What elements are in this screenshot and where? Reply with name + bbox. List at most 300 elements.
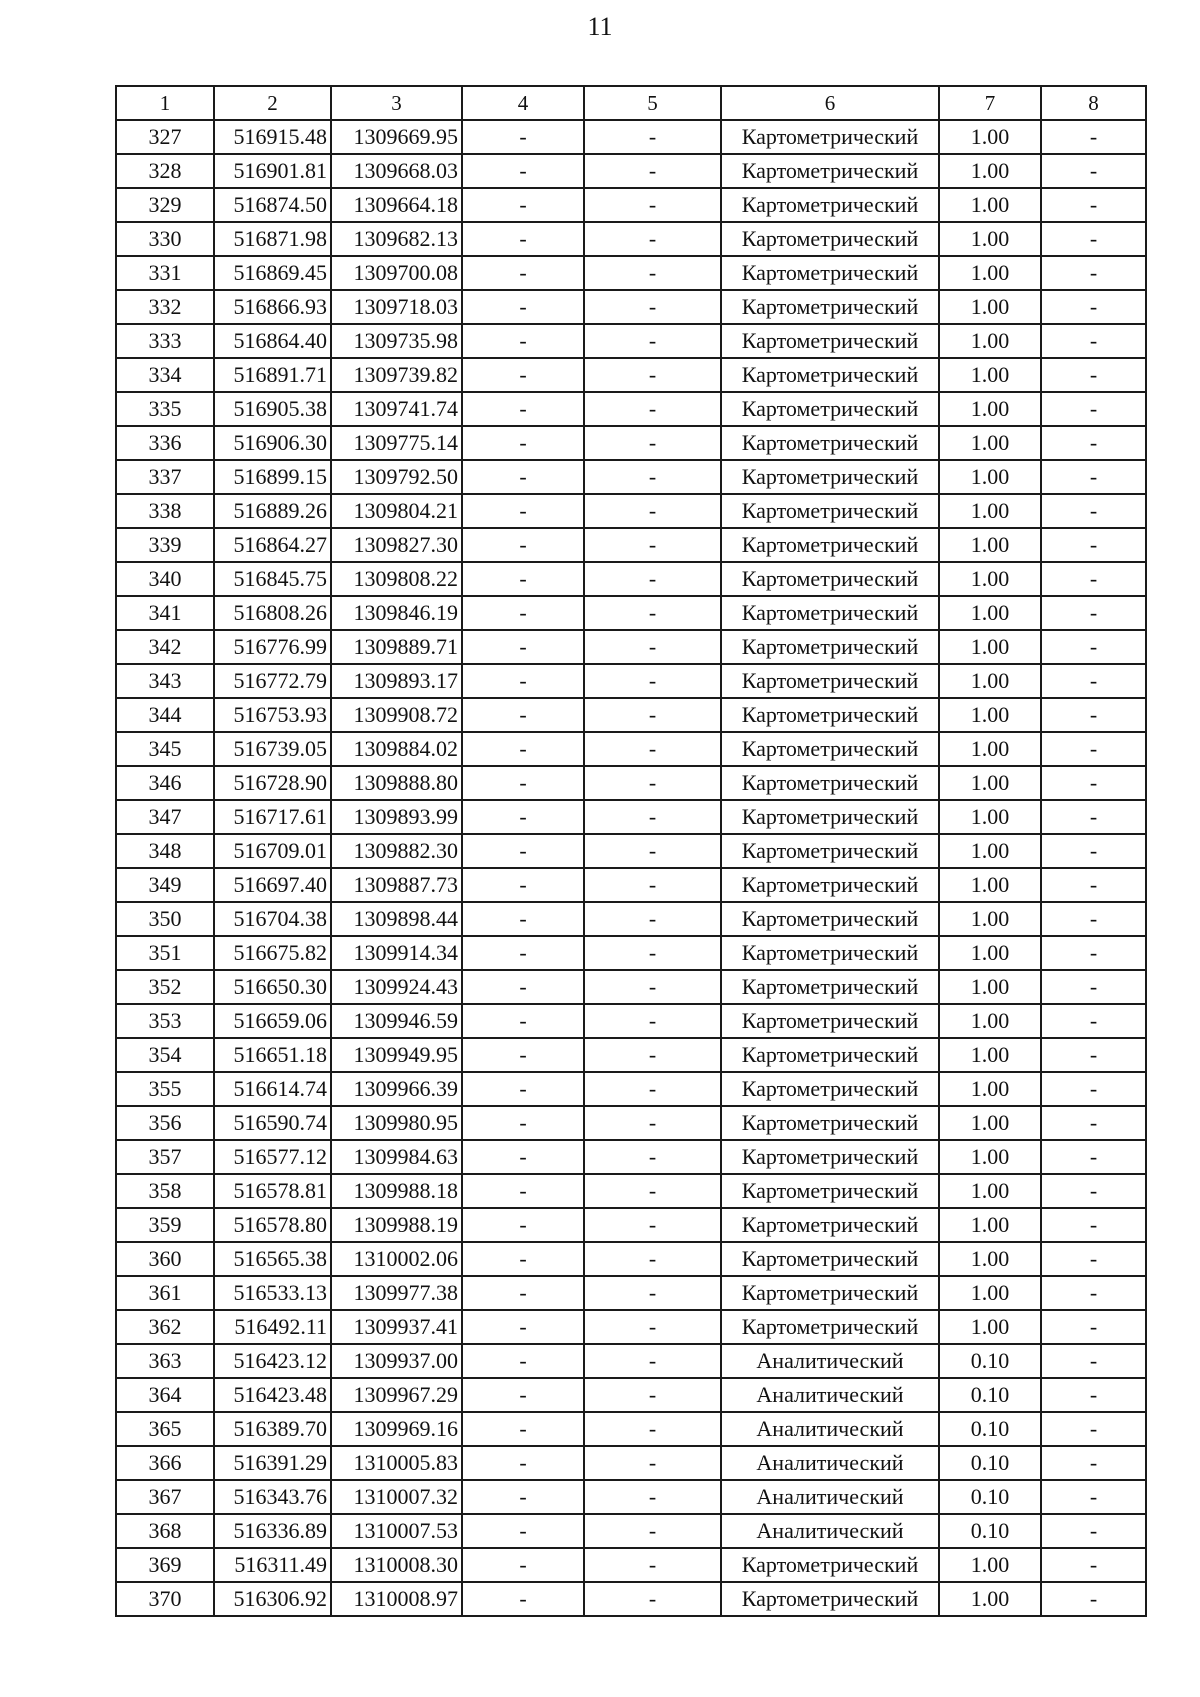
cell-accuracy: 1.00 xyxy=(939,936,1041,970)
cell-col-8: - xyxy=(1041,698,1146,732)
cell-method: Картометрический xyxy=(721,1174,939,1208)
cell-col-8: - xyxy=(1041,936,1146,970)
cell-accuracy: 1.00 xyxy=(939,120,1041,154)
cell-y-coordinate: 1309668.03 xyxy=(331,154,462,188)
column-header-8: 8 xyxy=(1041,86,1146,120)
cell-accuracy: 0.10 xyxy=(939,1446,1041,1480)
cell-point-number: 347 xyxy=(116,800,214,834)
cell-point-number: 369 xyxy=(116,1548,214,1582)
cell-col-8: - xyxy=(1041,460,1146,494)
cell-accuracy: 1.00 xyxy=(939,1106,1041,1140)
cell-x-coordinate: 516306.92 xyxy=(214,1582,331,1616)
cell-x-coordinate: 516565.38 xyxy=(214,1242,331,1276)
table-row xyxy=(116,188,1146,222)
cell-col-5: - xyxy=(584,1412,721,1446)
cell-x-coordinate: 516343.76 xyxy=(214,1480,331,1514)
cell-x-coordinate: 516753.93 xyxy=(214,698,331,732)
cell-y-coordinate: 1309937.00 xyxy=(331,1344,462,1378)
cell-x-coordinate: 516697.40 xyxy=(214,868,331,902)
cell-method: Картометрический xyxy=(721,494,939,528)
cell-y-coordinate: 1310008.30 xyxy=(331,1548,462,1582)
cell-point-number: 331 xyxy=(116,256,214,290)
cell-x-coordinate: 516492.11 xyxy=(214,1310,331,1344)
cell-y-coordinate: 1309908.72 xyxy=(331,698,462,732)
cell-col-5: - xyxy=(584,562,721,596)
cell-col-4: - xyxy=(462,256,584,290)
cell-col-5: - xyxy=(584,358,721,392)
cell-col-4: - xyxy=(462,528,584,562)
table-row xyxy=(116,494,1146,528)
cell-col-5: - xyxy=(584,1378,721,1412)
cell-y-coordinate: 1309924.43 xyxy=(331,970,462,1004)
cell-method: Картометрический xyxy=(721,936,939,970)
cell-y-coordinate: 1309846.19 xyxy=(331,596,462,630)
cell-col-8: - xyxy=(1041,120,1146,154)
cell-col-8: - xyxy=(1041,290,1146,324)
cell-point-number: 366 xyxy=(116,1446,214,1480)
cell-col-8: - xyxy=(1041,426,1146,460)
cell-col-4: - xyxy=(462,1446,584,1480)
cell-x-coordinate: 516901.81 xyxy=(214,154,331,188)
cell-point-number: 345 xyxy=(116,732,214,766)
cell-x-coordinate: 516906.30 xyxy=(214,426,331,460)
cell-col-4: - xyxy=(462,1514,584,1548)
cell-accuracy: 1.00 xyxy=(939,732,1041,766)
cell-point-number: 355 xyxy=(116,1072,214,1106)
cell-accuracy: 1.00 xyxy=(939,290,1041,324)
table-row xyxy=(116,290,1146,324)
cell-y-coordinate: 1309898.44 xyxy=(331,902,462,936)
table-header-row xyxy=(116,86,1146,120)
cell-col-5: - xyxy=(584,1276,721,1310)
cell-accuracy: 1.00 xyxy=(939,528,1041,562)
cell-y-coordinate: 1309969.16 xyxy=(331,1412,462,1446)
cell-x-coordinate: 516675.82 xyxy=(214,936,331,970)
cell-x-coordinate: 516776.99 xyxy=(214,630,331,664)
cell-col-5: - xyxy=(584,392,721,426)
cell-col-8: - xyxy=(1041,222,1146,256)
cell-x-coordinate: 516533.13 xyxy=(214,1276,331,1310)
table-row xyxy=(116,256,1146,290)
cell-col-4: - xyxy=(462,1174,584,1208)
cell-y-coordinate: 1309937.41 xyxy=(331,1310,462,1344)
cell-col-5: - xyxy=(584,664,721,698)
cell-point-number: 346 xyxy=(116,766,214,800)
cell-y-coordinate: 1309827.30 xyxy=(331,528,462,562)
cell-col-4: - xyxy=(462,902,584,936)
cell-col-4: - xyxy=(462,1412,584,1446)
cell-method: Картометрический xyxy=(721,460,939,494)
cell-point-number: 365 xyxy=(116,1412,214,1446)
page-number: 11 xyxy=(587,12,613,41)
table-row xyxy=(116,1310,1146,1344)
table-row xyxy=(116,358,1146,392)
cell-col-5: - xyxy=(584,1446,721,1480)
cell-accuracy: 1.00 xyxy=(939,1140,1041,1174)
cell-point-number: 327 xyxy=(116,120,214,154)
column-header-4: 4 xyxy=(462,86,584,120)
table-row xyxy=(116,1378,1146,1412)
cell-col-5: - xyxy=(584,766,721,800)
cell-point-number: 339 xyxy=(116,528,214,562)
cell-col-8: - xyxy=(1041,494,1146,528)
cell-accuracy: 1.00 xyxy=(939,1038,1041,1072)
cell-col-5: - xyxy=(584,1242,721,1276)
cell-point-number: 368 xyxy=(116,1514,214,1548)
cell-accuracy: 1.00 xyxy=(939,154,1041,188)
cell-col-8: - xyxy=(1041,1446,1146,1480)
cell-col-4: - xyxy=(462,154,584,188)
cell-col-5: - xyxy=(584,800,721,834)
cell-col-8: - xyxy=(1041,970,1146,1004)
cell-method: Аналитический xyxy=(721,1480,939,1514)
cell-col-4: - xyxy=(462,460,584,494)
cell-y-coordinate: 1310007.32 xyxy=(331,1480,462,1514)
cell-x-coordinate: 516578.81 xyxy=(214,1174,331,1208)
cell-x-coordinate: 516391.29 xyxy=(214,1446,331,1480)
cell-y-coordinate: 1309967.29 xyxy=(331,1378,462,1412)
cell-col-8: - xyxy=(1041,1242,1146,1276)
cell-y-coordinate: 1309946.59 xyxy=(331,1004,462,1038)
cell-x-coordinate: 516423.12 xyxy=(214,1344,331,1378)
cell-x-coordinate: 516659.06 xyxy=(214,1004,331,1038)
table-row xyxy=(116,1208,1146,1242)
cell-method: Аналитический xyxy=(721,1344,939,1378)
cell-col-8: - xyxy=(1041,324,1146,358)
cell-y-coordinate: 1309718.03 xyxy=(331,290,462,324)
cell-x-coordinate: 516717.61 xyxy=(214,800,331,834)
cell-method: Картометрический xyxy=(721,392,939,426)
cell-method: Картометрический xyxy=(721,290,939,324)
cell-y-coordinate: 1310008.97 xyxy=(331,1582,462,1616)
table-row xyxy=(116,562,1146,596)
table-row xyxy=(116,1582,1146,1616)
cell-x-coordinate: 516845.75 xyxy=(214,562,331,596)
cell-method: Картометрический xyxy=(721,902,939,936)
cell-point-number: 329 xyxy=(116,188,214,222)
cell-col-8: - xyxy=(1041,1548,1146,1582)
cell-col-8: - xyxy=(1041,154,1146,188)
cell-accuracy: 0.10 xyxy=(939,1412,1041,1446)
cell-col-5: - xyxy=(584,732,721,766)
cell-col-4: - xyxy=(462,222,584,256)
cell-col-4: - xyxy=(462,1208,584,1242)
cell-col-4: - xyxy=(462,120,584,154)
coordinates-table xyxy=(115,85,1147,1617)
column-header-6: 6 xyxy=(721,86,939,120)
cell-col-5: - xyxy=(584,1480,721,1514)
table-row xyxy=(116,120,1146,154)
cell-accuracy: 1.00 xyxy=(939,562,1041,596)
cell-col-4: - xyxy=(462,1276,584,1310)
cell-col-8: - xyxy=(1041,1140,1146,1174)
cell-col-5: - xyxy=(584,1106,721,1140)
table-row xyxy=(116,1344,1146,1378)
cell-method: Картометрический xyxy=(721,1004,939,1038)
cell-col-5: - xyxy=(584,1582,721,1616)
table-row xyxy=(116,630,1146,664)
cell-point-number: 350 xyxy=(116,902,214,936)
cell-col-4: - xyxy=(462,1072,584,1106)
cell-accuracy: 1.00 xyxy=(939,460,1041,494)
cell-y-coordinate: 1309741.74 xyxy=(331,392,462,426)
cell-col-8: - xyxy=(1041,868,1146,902)
cell-accuracy: 1.00 xyxy=(939,392,1041,426)
table-row xyxy=(116,222,1146,256)
cell-col-5: - xyxy=(584,494,721,528)
cell-col-5: - xyxy=(584,290,721,324)
cell-y-coordinate: 1309682.13 xyxy=(331,222,462,256)
cell-point-number: 348 xyxy=(116,834,214,868)
table-row xyxy=(116,1446,1146,1480)
cell-method: Картометрический xyxy=(721,324,939,358)
cell-point-number: 337 xyxy=(116,460,214,494)
cell-col-4: - xyxy=(462,426,584,460)
cell-y-coordinate: 1309884.02 xyxy=(331,732,462,766)
cell-method: Картометрический xyxy=(721,154,939,188)
cell-col-4: - xyxy=(462,732,584,766)
cell-col-4: - xyxy=(462,324,584,358)
cell-col-8: - xyxy=(1041,392,1146,426)
column-header-7: 7 xyxy=(939,86,1041,120)
cell-point-number: 336 xyxy=(116,426,214,460)
table-row xyxy=(116,1174,1146,1208)
cell-method: Картометрический xyxy=(721,1582,939,1616)
cell-accuracy: 0.10 xyxy=(939,1378,1041,1412)
table-row xyxy=(116,324,1146,358)
cell-point-number: 328 xyxy=(116,154,214,188)
cell-col-8: - xyxy=(1041,1378,1146,1412)
table-row xyxy=(116,1242,1146,1276)
cell-accuracy: 1.00 xyxy=(939,358,1041,392)
cell-method: Картометрический xyxy=(721,766,939,800)
cell-col-4: - xyxy=(462,494,584,528)
cell-point-number: 343 xyxy=(116,664,214,698)
cell-y-coordinate: 1310007.53 xyxy=(331,1514,462,1548)
cell-col-4: - xyxy=(462,834,584,868)
cell-col-5: - xyxy=(584,1208,721,1242)
cell-point-number: 360 xyxy=(116,1242,214,1276)
cell-method: Картометрический xyxy=(721,698,939,732)
cell-col-8: - xyxy=(1041,188,1146,222)
cell-point-number: 332 xyxy=(116,290,214,324)
cell-col-8: - xyxy=(1041,1174,1146,1208)
cell-point-number: 357 xyxy=(116,1140,214,1174)
cell-x-coordinate: 516905.38 xyxy=(214,392,331,426)
cell-y-coordinate: 1309888.80 xyxy=(331,766,462,800)
cell-col-4: - xyxy=(462,188,584,222)
cell-x-coordinate: 516889.26 xyxy=(214,494,331,528)
cell-col-5: - xyxy=(584,1344,721,1378)
cell-method: Картометрический xyxy=(721,1106,939,1140)
table-row xyxy=(116,868,1146,902)
cell-point-number: 342 xyxy=(116,630,214,664)
cell-point-number: 353 xyxy=(116,1004,214,1038)
cell-method: Картометрический xyxy=(721,1276,939,1310)
cell-col-4: - xyxy=(462,766,584,800)
cell-col-8: - xyxy=(1041,358,1146,392)
cell-method: Картометрический xyxy=(721,358,939,392)
cell-col-5: - xyxy=(584,1140,721,1174)
cell-accuracy: 1.00 xyxy=(939,1276,1041,1310)
cell-x-coordinate: 516869.45 xyxy=(214,256,331,290)
cell-x-coordinate: 516871.98 xyxy=(214,222,331,256)
cell-accuracy: 1.00 xyxy=(939,800,1041,834)
cell-col-4: - xyxy=(462,1378,584,1412)
cell-col-4: - xyxy=(462,1548,584,1582)
cell-x-coordinate: 516864.40 xyxy=(214,324,331,358)
cell-accuracy: 1.00 xyxy=(939,1242,1041,1276)
cell-y-coordinate: 1309887.73 xyxy=(331,868,462,902)
cell-accuracy: 1.00 xyxy=(939,766,1041,800)
cell-x-coordinate: 516311.49 xyxy=(214,1548,331,1582)
table-row xyxy=(116,834,1146,868)
cell-y-coordinate: 1309977.38 xyxy=(331,1276,462,1310)
cell-col-8: - xyxy=(1041,732,1146,766)
cell-col-8: - xyxy=(1041,1480,1146,1514)
column-header-5: 5 xyxy=(584,86,721,120)
cell-col-8: - xyxy=(1041,1310,1146,1344)
cell-x-coordinate: 516709.01 xyxy=(214,834,331,868)
cell-x-coordinate: 516650.30 xyxy=(214,970,331,1004)
cell-point-number: 364 xyxy=(116,1378,214,1412)
cell-x-coordinate: 516577.12 xyxy=(214,1140,331,1174)
table-row xyxy=(116,1140,1146,1174)
cell-col-5: - xyxy=(584,936,721,970)
cell-col-5: - xyxy=(584,970,721,1004)
cell-y-coordinate: 1309700.08 xyxy=(331,256,462,290)
cell-point-number: 362 xyxy=(116,1310,214,1344)
table-row xyxy=(116,1072,1146,1106)
cell-method: Картометрический xyxy=(721,732,939,766)
cell-col-8: - xyxy=(1041,596,1146,630)
table-row xyxy=(116,1412,1146,1446)
cell-y-coordinate: 1309804.21 xyxy=(331,494,462,528)
cell-accuracy: 1.00 xyxy=(939,868,1041,902)
table-row xyxy=(116,1276,1146,1310)
cell-col-4: - xyxy=(462,1038,584,1072)
cell-y-coordinate: 1309808.22 xyxy=(331,562,462,596)
cell-col-5: - xyxy=(584,868,721,902)
cell-col-4: - xyxy=(462,664,584,698)
cell-col-4: - xyxy=(462,1242,584,1276)
cell-y-coordinate: 1309889.71 xyxy=(331,630,462,664)
cell-y-coordinate: 1309949.95 xyxy=(331,1038,462,1072)
cell-col-4: - xyxy=(462,596,584,630)
cell-accuracy: 1.00 xyxy=(939,596,1041,630)
cell-point-number: 356 xyxy=(116,1106,214,1140)
table-row xyxy=(116,392,1146,426)
cell-col-5: - xyxy=(584,630,721,664)
cell-y-coordinate: 1309739.82 xyxy=(331,358,462,392)
cell-col-8: - xyxy=(1041,1514,1146,1548)
column-header-1: 1 xyxy=(116,86,214,120)
cell-x-coordinate: 516578.80 xyxy=(214,1208,331,1242)
cell-y-coordinate: 1309664.18 xyxy=(331,188,462,222)
cell-method: Картометрический xyxy=(721,1548,939,1582)
cell-col-5: - xyxy=(584,1310,721,1344)
cell-col-5: - xyxy=(584,596,721,630)
cell-point-number: 363 xyxy=(116,1344,214,1378)
cell-col-8: - xyxy=(1041,834,1146,868)
table-row xyxy=(116,1548,1146,1582)
cell-accuracy: 1.00 xyxy=(939,1310,1041,1344)
cell-y-coordinate: 1309735.98 xyxy=(331,324,462,358)
cell-x-coordinate: 516590.74 xyxy=(214,1106,331,1140)
cell-col-5: - xyxy=(584,698,721,732)
cell-x-coordinate: 516728.90 xyxy=(214,766,331,800)
cell-method: Картометрический xyxy=(721,1038,939,1072)
cell-accuracy: 1.00 xyxy=(939,1004,1041,1038)
cell-col-8: - xyxy=(1041,800,1146,834)
cell-method: Картометрический xyxy=(721,562,939,596)
cell-col-8: - xyxy=(1041,256,1146,290)
cell-point-number: 335 xyxy=(116,392,214,426)
cell-y-coordinate: 1310002.06 xyxy=(331,1242,462,1276)
cell-col-5: - xyxy=(584,324,721,358)
table-row xyxy=(116,1514,1146,1548)
cell-col-4: - xyxy=(462,970,584,1004)
cell-point-number: 340 xyxy=(116,562,214,596)
cell-col-5: - xyxy=(584,188,721,222)
cell-method: Картометрический xyxy=(721,970,939,1004)
cell-col-8: - xyxy=(1041,1004,1146,1038)
cell-col-4: - xyxy=(462,1106,584,1140)
cell-method: Картометрический xyxy=(721,222,939,256)
cell-x-coordinate: 516899.15 xyxy=(214,460,331,494)
cell-point-number: 351 xyxy=(116,936,214,970)
cell-col-8: - xyxy=(1041,1582,1146,1616)
table-body xyxy=(116,120,1146,1616)
cell-col-5: - xyxy=(584,1174,721,1208)
cell-point-number: 358 xyxy=(116,1174,214,1208)
cell-col-5: - xyxy=(584,154,721,188)
cell-y-coordinate: 1309792.50 xyxy=(331,460,462,494)
cell-col-8: - xyxy=(1041,1106,1146,1140)
cell-col-5: - xyxy=(584,222,721,256)
cell-col-4: - xyxy=(462,1310,584,1344)
table-row xyxy=(116,460,1146,494)
cell-col-5: - xyxy=(584,1548,721,1582)
cell-y-coordinate: 1309893.17 xyxy=(331,664,462,698)
table-row xyxy=(116,1038,1146,1072)
cell-method: Картометрический xyxy=(721,256,939,290)
cell-col-4: - xyxy=(462,698,584,732)
cell-col-8: - xyxy=(1041,1412,1146,1446)
cell-method: Картометрический xyxy=(721,596,939,630)
cell-method: Картометрический xyxy=(721,1310,939,1344)
cell-x-coordinate: 516704.38 xyxy=(214,902,331,936)
cell-accuracy: 1.00 xyxy=(939,426,1041,460)
cell-col-4: - xyxy=(462,392,584,426)
cell-x-coordinate: 516864.27 xyxy=(214,528,331,562)
cell-x-coordinate: 516389.70 xyxy=(214,1412,331,1446)
cell-y-coordinate: 1309966.39 xyxy=(331,1072,462,1106)
cell-x-coordinate: 516874.50 xyxy=(214,188,331,222)
cell-accuracy: 1.00 xyxy=(939,188,1041,222)
table-row xyxy=(116,1480,1146,1514)
cell-col-4: - xyxy=(462,800,584,834)
cell-accuracy: 1.00 xyxy=(939,1174,1041,1208)
cell-col-4: - xyxy=(462,1582,584,1616)
cell-accuracy: 1.00 xyxy=(939,324,1041,358)
cell-col-5: - xyxy=(584,256,721,290)
cell-point-number: 359 xyxy=(116,1208,214,1242)
table-row xyxy=(116,528,1146,562)
cell-accuracy: 1.00 xyxy=(939,222,1041,256)
cell-point-number: 334 xyxy=(116,358,214,392)
cell-col-4: - xyxy=(462,358,584,392)
